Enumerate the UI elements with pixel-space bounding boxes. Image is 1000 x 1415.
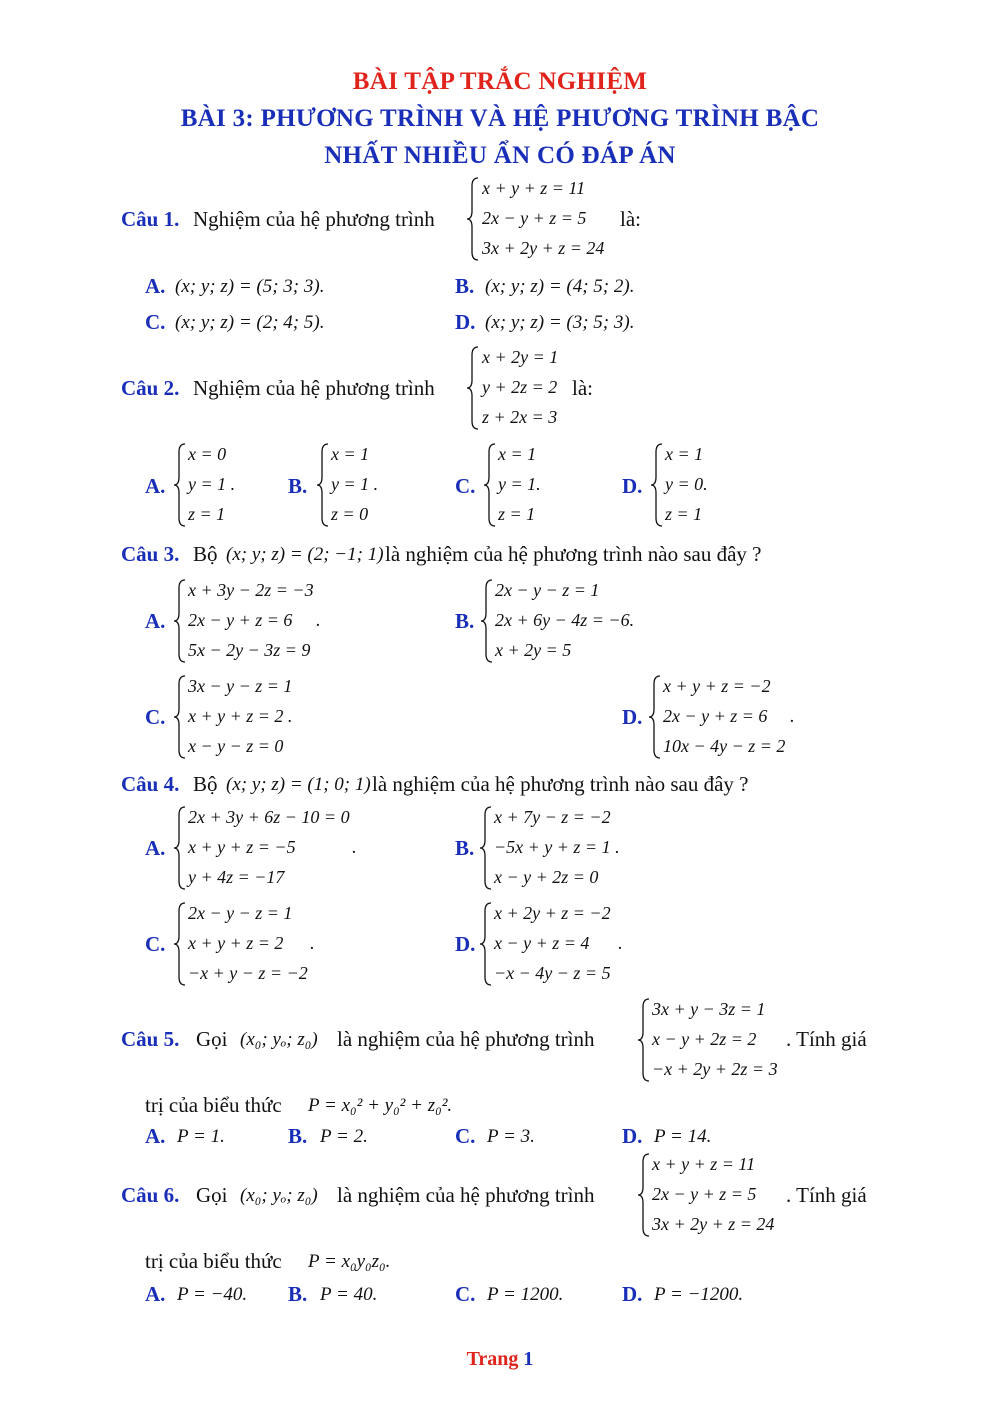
equation: x + 2y = 1 — [482, 347, 559, 367]
option-a-eq[interactable]: 2x − y + z = 6 — [188, 610, 293, 630]
question-tail: là: — [620, 207, 641, 231]
system-brace — [637, 1152, 651, 1238]
option-d-eq[interactable]: x + 2y + z = −2 — [494, 903, 611, 923]
option-a-label[interactable]: A. — [145, 1124, 166, 1148]
option-d-eq[interactable]: x = 1 — [665, 444, 704, 464]
option-a-label[interactable]: A. — [145, 1282, 166, 1306]
equation: y + 2z = 2 — [482, 377, 558, 397]
question-pre: Gọi — [196, 1027, 228, 1051]
system-brace — [466, 345, 480, 431]
question-line2: trị của biểu thức — [145, 1249, 282, 1273]
option-b-eq[interactable]: x + 2y = 5 — [495, 640, 572, 660]
option-brace — [648, 674, 662, 760]
option-b[interactable]: P = 2. — [320, 1126, 368, 1147]
option-c-label[interactable]: C. — [455, 1124, 476, 1148]
option-b[interactable]: P = 40. — [320, 1284, 378, 1305]
question-label: Câu 1. — [121, 207, 180, 231]
option-b[interactable]: (x; y; z) = (4; 5; 2). — [485, 276, 635, 297]
option-c-label[interactable]: C. — [145, 705, 166, 729]
option-c-eq[interactable]: x − y − z = 0 — [188, 736, 284, 756]
option-c[interactable]: P = 1200. — [487, 1284, 564, 1305]
system-brace — [466, 176, 480, 262]
option-c-label[interactable]: C. — [145, 932, 166, 956]
option-brace — [316, 442, 330, 528]
option-b-label[interactable]: B. — [455, 274, 475, 298]
equation: −x + 2y + 2z = 3 — [652, 1059, 778, 1079]
option-c-eq[interactable]: x + y + z = 2 — [188, 933, 284, 953]
option-a-eq[interactable]: 5x − 2y − 3z = 9 — [188, 640, 311, 660]
option-c-eq[interactable]: x + y + z = 2 . — [188, 706, 293, 726]
option-brace — [650, 442, 664, 528]
option-b-eq[interactable]: z = 0 — [331, 504, 369, 524]
option-b-label[interactable]: B. — [288, 1282, 308, 1306]
option-a-eq[interactable]: y = 1 . — [188, 474, 236, 494]
question-tuple: (x₀; yₒ; z₀) — [240, 1185, 318, 1206]
option-a-eq[interactable]: z = 1 — [188, 504, 226, 524]
equation: 2x − y + z = 5 — [482, 208, 587, 228]
question-pre: Gọi — [196, 1183, 228, 1207]
option-d-label[interactable]: D. — [622, 1124, 643, 1148]
equation: z + 2x = 3 — [482, 407, 558, 427]
question-text: là nghiệm của hệ phương trình nào sau đây ? — [385, 542, 762, 566]
option-a-eq[interactable]: y + 4z = −17 — [188, 867, 285, 887]
question-text: Nghiệm của hệ phương trình — [193, 207, 435, 231]
option-d[interactable]: P = 14. — [654, 1126, 712, 1147]
option-brace — [479, 901, 493, 987]
option-a[interactable]: P = −40. — [177, 1284, 248, 1305]
option-brace — [173, 674, 187, 760]
option-a-eq[interactable]: x + 3y − 2z = −3 — [188, 580, 314, 600]
question-tail: . Tính giá — [786, 1027, 867, 1051]
option-a-label[interactable]: A. — [145, 474, 166, 498]
option-b-eq[interactable]: 2x − y − z = 1 — [495, 580, 600, 600]
option-d-eq[interactable]: 2x − y + z = 6 — [663, 706, 768, 726]
option-d-label[interactable]: D. — [622, 1282, 643, 1306]
option-c-eq[interactable]: 2x − y − z = 1 — [188, 903, 293, 923]
equation: 2x − y + z = 5 — [652, 1184, 757, 1204]
option-brace — [173, 805, 187, 891]
equation: 3x + y − 3z = 1 — [652, 999, 766, 1019]
page-number: 1 — [523, 1348, 534, 1370]
option-b-eq[interactable]: x − y + 2z = 0 — [494, 867, 599, 887]
question-pre: Bộ — [193, 772, 218, 796]
option-b-label[interactable]: B. — [288, 1124, 308, 1148]
option-d-eq[interactable]: −x − 4y − z = 5 — [494, 963, 611, 983]
question-text: là nghiệm của hệ phương trình — [337, 1183, 595, 1207]
option-c-label[interactable]: C. — [145, 310, 166, 334]
option-a-eq[interactable]: x + y + z = −5 — [188, 837, 296, 857]
option-c-eq[interactable]: 3x − y − z = 1 — [188, 676, 293, 696]
option-a-end: . — [352, 837, 357, 858]
system-brace — [637, 997, 651, 1083]
option-b-eq[interactable]: x = 1 — [331, 444, 370, 464]
footer-word: Trang — [466, 1348, 519, 1370]
option-d-end: . — [790, 706, 795, 727]
question-label: Câu 2. — [121, 376, 180, 400]
question-pre: Bộ — [193, 542, 218, 566]
option-brace — [173, 901, 187, 987]
option-a-label[interactable]: A. — [145, 274, 166, 298]
option-d-eq[interactable]: x − y + z = 4 — [494, 933, 590, 953]
option-a-label[interactable]: A. — [145, 609, 166, 633]
option-d-label[interactable]: D. — [622, 474, 643, 498]
option-c-eq[interactable]: y = 1. — [498, 474, 541, 494]
option-c-label[interactable]: C. — [455, 474, 476, 498]
question-label: Câu 3. — [121, 542, 180, 566]
option-b-label[interactable]: B. — [455, 836, 475, 860]
option-b-label[interactable]: B. — [288, 474, 308, 498]
option-d[interactable]: P = −1200. — [654, 1284, 744, 1305]
question-label: Câu 4. — [121, 772, 180, 796]
option-c[interactable]: (x; y; z) = (2; 4; 5). — [175, 312, 325, 333]
equation: 3x + 2y + z = 24 — [652, 1214, 775, 1234]
equation: 3x + 2y + z = 24 — [482, 238, 605, 258]
question-text: là nghiệm của hệ phương trình nào sau đây ? — [372, 772, 749, 796]
equation: x − y + 2z = 2 — [652, 1029, 757, 1049]
option-c[interactable]: P = 3. — [487, 1126, 535, 1147]
question-tuple: (x; y; z) = (1; 0; 1) — [226, 774, 371, 795]
question-expr: P = x₀² + y₀² + z₀². — [308, 1095, 453, 1116]
option-d-eq[interactable]: y = 0. — [665, 474, 708, 494]
option-b-eq[interactable]: y = 1 . — [331, 474, 379, 494]
question-tuple: (x; y; z) = (2; −1; 1) — [226, 544, 384, 565]
option-c-end: . — [310, 933, 315, 954]
option-c-eq[interactable]: x = 1 — [498, 444, 537, 464]
option-a[interactable]: (x; y; z) = (5; 3; 3). — [175, 276, 325, 297]
question-label: Câu 6. — [121, 1183, 180, 1207]
question-tuple: (x₀; yₒ; z₀) — [240, 1029, 318, 1050]
question-text: Nghiệm của hệ phương trình — [193, 376, 435, 400]
option-d-label[interactable]: D. — [622, 705, 643, 729]
question-text: là nghiệm của hệ phương trình — [337, 1027, 595, 1051]
option-c-eq[interactable]: z = 1 — [498, 504, 536, 524]
option-a-eq[interactable]: x = 0 — [188, 444, 227, 464]
option-brace — [483, 442, 497, 528]
equation: x + y + z = 11 — [652, 1154, 756, 1174]
question-tail: . Tính giá — [786, 1183, 867, 1207]
option-b-label[interactable]: B. — [455, 609, 475, 633]
page-footer — [0, 1348, 1000, 1371]
question-line2: trị của biểu thức — [145, 1093, 282, 1117]
option-b-eq[interactable]: −5x + y + z = 1 . — [494, 837, 620, 857]
option-b-eq[interactable]: 2x + 6y − 4z = −6. — [495, 610, 635, 630]
lesson-subtitle: NHẤT NHIỀU ẨN CÓ ĐÁP ÁN — [324, 142, 676, 169]
option-d-eq[interactable]: z = 1 — [665, 504, 703, 524]
option-c-eq[interactable]: −x + y − z = −2 — [188, 963, 308, 983]
option-d-eq[interactable]: 10x − 4y − z = 2 — [663, 736, 786, 756]
option-a-label[interactable]: A. — [145, 836, 166, 860]
lesson-title: BÀI 3: PHƯƠNG TRÌNH VÀ HỆ PHƯƠNG TRÌNH BẬC — [180, 105, 820, 132]
option-d-eq[interactable]: x + y + z = −2 — [663, 676, 771, 696]
option-a-eq[interactable]: 2x + 3y + 6z − 10 = 0 — [188, 807, 350, 827]
question-tail: là: — [572, 376, 593, 400]
option-brace — [173, 578, 187, 664]
option-d-label[interactable]: D. — [455, 932, 476, 956]
option-a-end: . — [316, 610, 321, 631]
option-brace — [479, 805, 493, 891]
option-brace — [480, 578, 494, 664]
question-expr: P = x₀y₀z₀. — [308, 1251, 391, 1272]
question-label: Câu 5. — [121, 1027, 180, 1051]
option-a[interactable]: P = 1. — [177, 1126, 225, 1147]
option-d-label[interactable]: D. — [455, 310, 476, 334]
option-d-end: . — [618, 933, 623, 954]
option-b-eq[interactable]: x + 7y − z = −2 — [494, 807, 611, 827]
option-d[interactable]: (x; y; z) = (3; 5; 3). — [485, 312, 635, 333]
page-title: BÀI TẬP TRẮC NGHIỆM — [352, 68, 648, 95]
option-c-label[interactable]: C. — [455, 1282, 476, 1306]
equation: x + y + z = 11 — [482, 178, 586, 198]
option-brace — [173, 442, 187, 528]
